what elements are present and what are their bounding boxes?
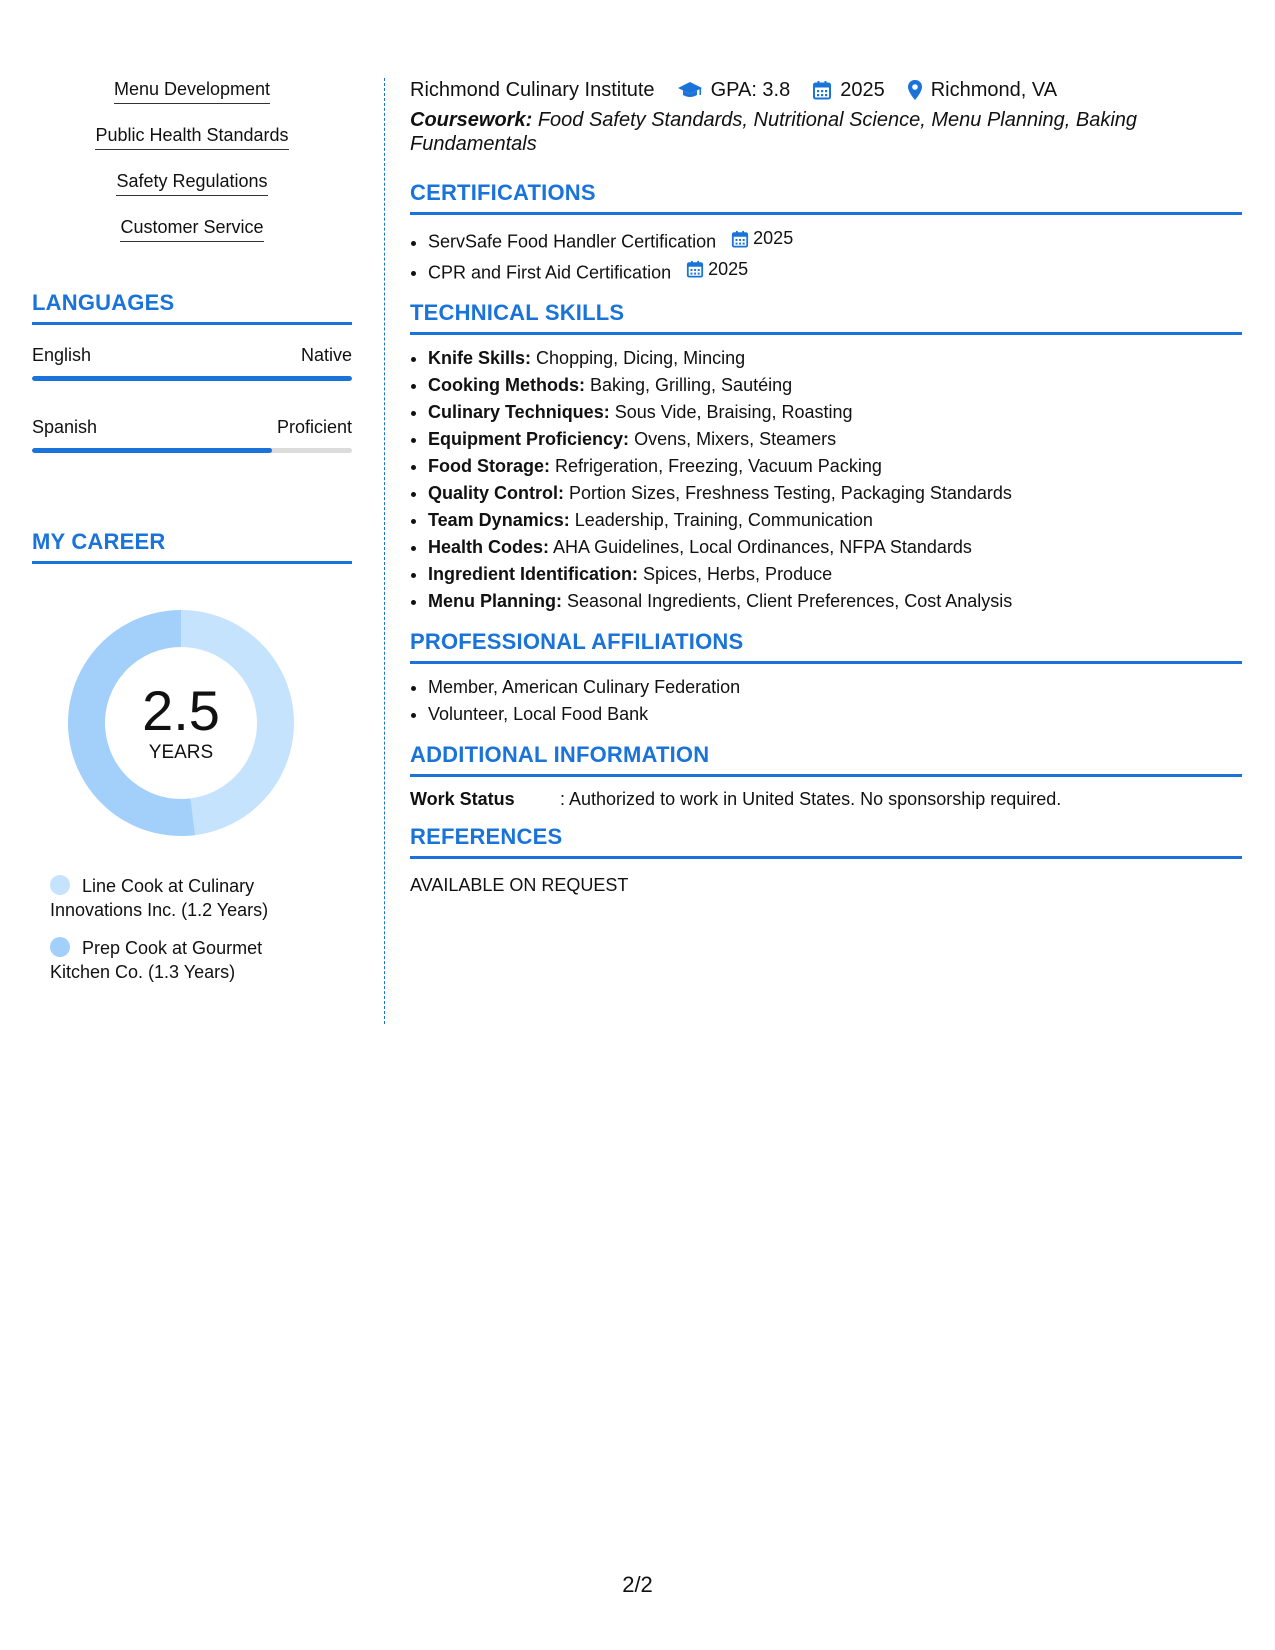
language-bar-fill [32, 376, 352, 381]
list-item [428, 453, 1242, 480]
list-item [428, 588, 1242, 615]
language-bar [32, 376, 352, 381]
affiliations-list [410, 674, 1242, 728]
additional-info-section [410, 742, 1242, 810]
skill-value: Chopping, Dicing, Mincing [536, 348, 746, 368]
school-name: Richmond Culinary Institute [410, 79, 655, 101]
skill-value: AHA Guidelines, Local Ordinances, NFPA Standards [553, 537, 972, 557]
skill-value: Refrigeration, Freezing, Vacuum Packing [555, 456, 882, 476]
list-item [428, 345, 1242, 372]
skill-value: Ovens, Mixers, Steamers [634, 429, 837, 449]
skill-tag: Menu Development [114, 78, 270, 104]
list-item [428, 480, 1242, 507]
certification-name: CPR and First Aid Certification [428, 262, 672, 282]
location-pin-icon [907, 79, 923, 101]
career-legend-item [50, 874, 300, 922]
skill-label: Ingredient Identification: [428, 564, 638, 584]
list-item [428, 561, 1242, 588]
skill-label: Knife Skills: [428, 348, 532, 368]
languages-title: LANGUAGES [32, 290, 352, 325]
skill-value: Leadership, Training, Communication [574, 510, 873, 530]
references-title: REFERENCES [410, 824, 1242, 859]
language-level: Proficient [276, 417, 352, 437]
references-text: AVAILABLE ON REQUEST [410, 875, 629, 895]
language-name: English [32, 345, 92, 365]
list-item [428, 534, 1242, 561]
career-total-unit: YEARS [148, 742, 214, 763]
list-item [428, 225, 1242, 256]
language-spanish [32, 417, 352, 453]
career-role-label: Line Cook at Culinary Innovations Inc. (1.2 Years) [50, 876, 269, 920]
skill-label: Culinary Techniques: [428, 402, 610, 422]
list-item: • Member, American Culinary Federation [428, 674, 1242, 701]
list-item [428, 256, 1242, 287]
skill-value: Seasonal Ingredients, Client Preferences, Cost Analysis [567, 591, 1013, 611]
skill-value: Portion Sizes, Freshness Testing, Packaging Standards [569, 483, 1012, 503]
additional-info-title: ADDITIONAL INFORMATION [410, 742, 1242, 777]
skill-label: Team Dynamics: [428, 510, 570, 530]
work-status-row [410, 789, 1242, 810]
career-legend-item [50, 936, 300, 984]
certification-year: 2025 [708, 258, 749, 279]
career-title: MY CAREER [32, 529, 352, 564]
career-donut [66, 608, 296, 838]
certification-year: 2025 [753, 228, 794, 248]
references-section [410, 824, 1242, 896]
skill-label: Quality Control: [428, 483, 564, 503]
skill-tags [32, 78, 352, 262]
graduation-year: 2025 [840, 79, 885, 101]
language-bar [32, 448, 352, 453]
certifications-section [410, 180, 1242, 286]
skill-tag: Customer Service [120, 216, 263, 242]
technical-skills-section [410, 300, 1242, 615]
skill-value: Spices, Herbs, Produce [643, 564, 833, 584]
list-item [428, 426, 1242, 453]
technical-skills-title: TECHNICAL SKILLS [410, 300, 1242, 335]
coursework-label: Coursework: [410, 109, 533, 131]
sidebar [32, 78, 352, 998]
education-line [410, 78, 1242, 102]
career-legend [32, 874, 352, 984]
skill-value: Sous Vide, Braising, Roasting [614, 402, 853, 422]
work-status-value: : Authorized to work in United States. No sponsorship required. [560, 789, 1062, 809]
skill-label: Health Codes: [428, 537, 550, 557]
coursework [410, 108, 1242, 156]
technical-skills-list [410, 345, 1242, 615]
work-status-label: Work Status [410, 789, 515, 809]
calendar-icon [812, 80, 832, 100]
skill-tag: Public Health Standards [95, 124, 288, 150]
certifications-list [410, 225, 1242, 286]
skill-label: Equipment Proficiency: [428, 429, 630, 449]
legend-dot [50, 937, 70, 957]
list-item [428, 507, 1242, 534]
coursework-list: Food Safety Standards, Nutritional Science, Menu Planning, Baking Fundamentals [410, 109, 1138, 155]
list-item: • Volunteer, Local Food Bank [428, 701, 1242, 728]
column-divider [384, 78, 385, 1024]
main-content [410, 78, 1242, 910]
certification-name: ServSafe Food Handler Certification [428, 231, 717, 252]
legend-dot [50, 875, 70, 895]
calendar-icon [731, 230, 749, 248]
skill-value: Baking, Grilling, Sautéing [590, 375, 793, 395]
calendar-icon [686, 260, 704, 278]
career-role-label: Prep Cook at Gourmet Kitchen Co. (1.3 Years) [50, 938, 263, 982]
language-english [32, 345, 352, 381]
graduation-cap-icon [677, 80, 703, 100]
page-number: 2/2 [622, 1572, 653, 1597]
list-item [428, 399, 1242, 426]
affiliations-section [410, 629, 1242, 728]
skill-label: Menu Planning: [428, 591, 562, 611]
skill-label: Cooking Methods: [428, 375, 585, 395]
gpa: GPA: 3.8 [710, 79, 791, 101]
skill-tag: Safety Regulations [116, 170, 267, 196]
career-total-value: 2.5 [142, 679, 220, 742]
language-level: Native [300, 345, 352, 365]
language-name: Spanish [32, 417, 98, 437]
affiliations-title: PROFESSIONAL AFFILIATIONS [410, 629, 1242, 664]
skill-label: Food Storage: [428, 456, 550, 476]
certifications-title: CERTIFICATIONS [410, 180, 1242, 215]
list-item [428, 372, 1242, 399]
school-location: Richmond, VA [930, 79, 1058, 101]
language-bar-fill [32, 448, 272, 453]
